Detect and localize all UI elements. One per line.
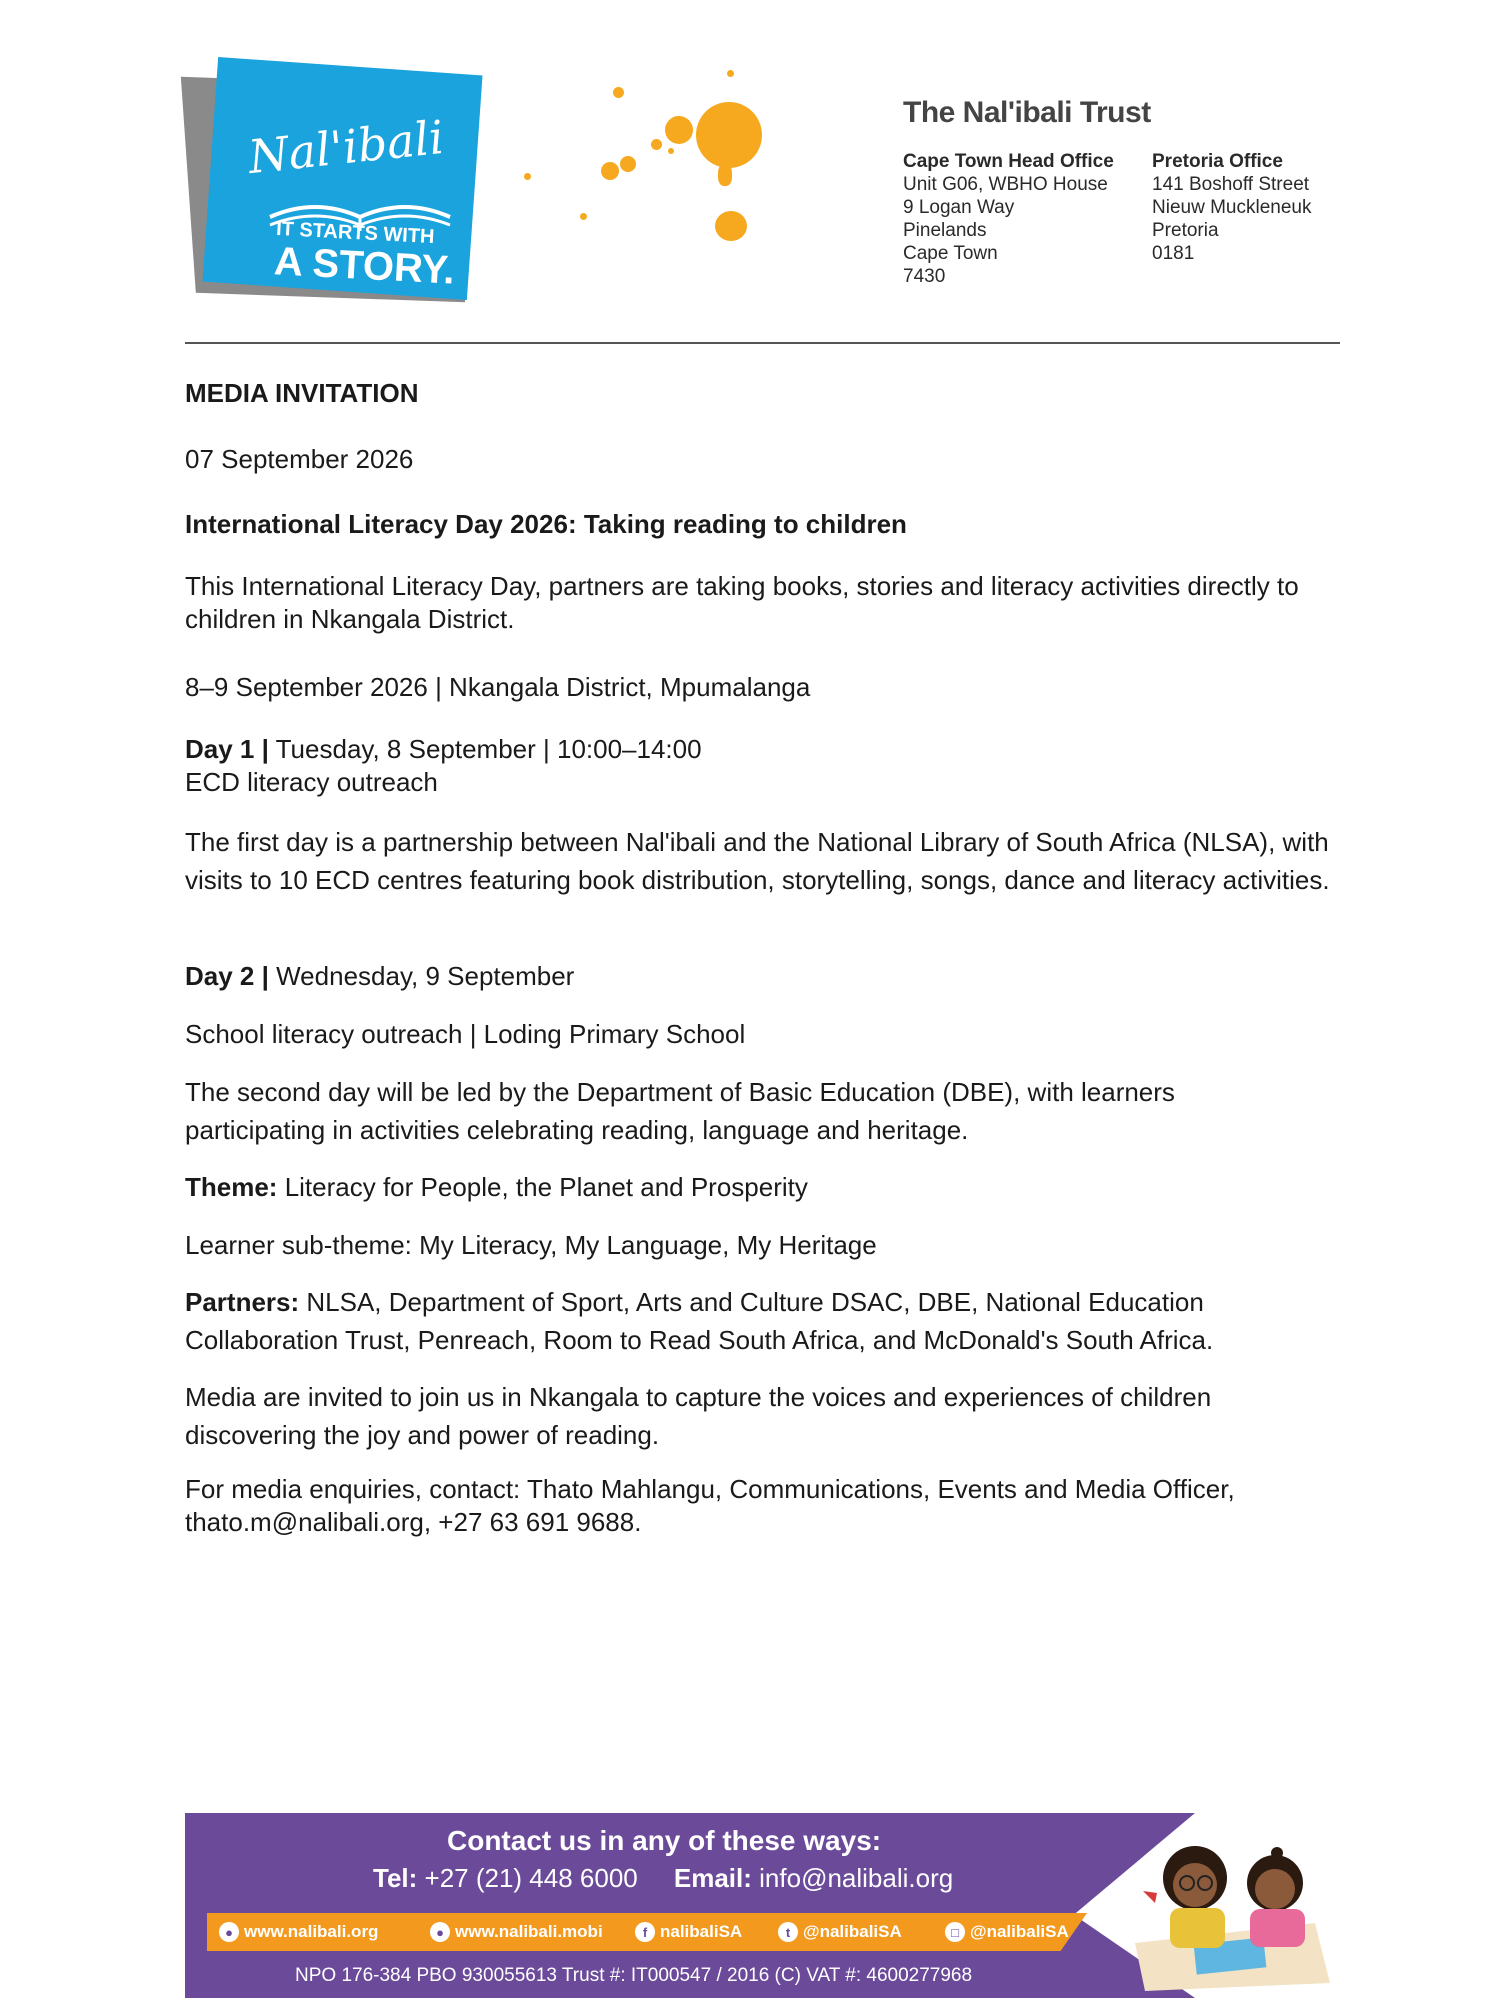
cape-town-office xyxy=(903,150,1114,288)
header-divider xyxy=(185,342,1340,344)
link-twitter[interactable]: t @nalibaliSA xyxy=(778,1919,902,1945)
day2-label: Day 2 | xyxy=(185,961,269,991)
mobile-icon: ● xyxy=(430,1922,450,1942)
link-instagram[interactable]: □ @nalibaliSA xyxy=(945,1919,1069,1945)
logo-tagline-top: IT STARTS WITH xyxy=(275,217,435,249)
day2-subtitle: School literacy outreach | Loding Primary School xyxy=(185,1019,746,1049)
logo-script: Nal'ibali xyxy=(245,109,447,185)
headline: International Literacy Day 2026: Taking reading to children xyxy=(185,509,907,539)
document-label: MEDIA INVITATION xyxy=(185,378,419,408)
children-reading-illustration xyxy=(1125,1823,1335,1993)
cape-town-office-heading: Cape Town Head Office xyxy=(903,151,1114,172)
globe-icon: ● xyxy=(219,1922,239,1942)
address-line: 0181 xyxy=(1152,243,1195,264)
address-line: 9 Logan Way xyxy=(903,197,1015,218)
address-line: Unit G06, WBHO House xyxy=(903,174,1108,195)
trust-name: The Nal'ibali Trust xyxy=(903,96,1151,129)
day1-subtitle: ECD literacy outreach xyxy=(185,767,438,797)
link-mobi[interactable]: ● www.nalibali.mobi xyxy=(430,1919,603,1945)
day1-description: The first day is a partnership between Nal'ibali and the National Library of South Africa (NLSA), with visits to 10 ECD centres featuring book distribution, storytelling, songs, dance and literacy activities. xyxy=(185,827,1330,895)
registration-numbers: NPO 176-384 PBO 930055613 Trust #: IT000547 / 2016 (C) VAT #: 4600277968 xyxy=(295,1965,973,1986)
partners-line xyxy=(185,1283,1335,1359)
theme-label: Theme: xyxy=(185,1172,278,1202)
day1-detail: Tuesday, 8 September | 10:00–14:00 xyxy=(268,734,702,764)
address-line: 7430 xyxy=(903,266,946,287)
document-date: 07 September 2026 xyxy=(185,444,414,474)
day1-label: Day 1 | xyxy=(185,734,269,764)
logo-tagline-bottom: A STORY. xyxy=(272,239,456,293)
intro-paragraph: This International Literacy Day, partners are taking books, stories and literacy activities directly to children in Nkangala District. xyxy=(185,571,1299,634)
address-line: Pretoria xyxy=(1152,220,1219,241)
contact-paragraph: For media enquiries, contact: Thato Mahlangu, Communications, Events and Media Officer, thato.m@nalibali.org, +27 63 691 9688. xyxy=(185,1474,1235,1537)
contact-footer xyxy=(185,1813,1340,1998)
partners-text: NLSA, Department of Sport, Arts and Culture DSAC, DBE, National Education Collaboration Trust, Penreach, Room to Read South Africa, and McDonald's South Africa. xyxy=(185,1287,1214,1355)
nalibali-logo xyxy=(180,62,500,332)
day2-description: The second day will be led by the Department of Basic Education (DBE), with learners participating in activities celebrating reading, language and heritage. xyxy=(185,1077,1175,1145)
address-line: Nieuw Muckleneuk xyxy=(1152,197,1312,218)
theme-line xyxy=(185,1168,1345,1206)
footer-title: Contact us in any of these ways: xyxy=(447,1825,882,1856)
event-dates-location: 8–9 September 2026 | Nkangala District, Mpumalanga xyxy=(185,672,811,702)
sub-theme-line: Learner sub-theme: My Literacy, My Language, My Heritage xyxy=(185,1230,877,1260)
email-label: Email: xyxy=(673,1863,752,1893)
day1-block xyxy=(185,733,1345,799)
theme-text: Literacy for People, the Planet and Prosperity xyxy=(277,1172,808,1202)
day2-heading xyxy=(185,957,1345,995)
link-facebook[interactable]: f nalibaliSA xyxy=(635,1919,742,1945)
pretoria-office xyxy=(1152,150,1311,265)
address-line: 141 Boshoff Street xyxy=(1152,174,1310,195)
twitter-icon: t xyxy=(778,1922,798,1942)
pretoria-office-heading: Pretoria Office xyxy=(1152,151,1283,172)
instagram-icon: □ xyxy=(945,1922,965,1942)
link-website[interactable]: ● www.nalibali.org xyxy=(219,1919,378,1945)
address-line: Pinelands xyxy=(903,220,987,241)
facebook-icon: f xyxy=(635,1922,655,1942)
tel-label: Tel: xyxy=(373,1863,418,1893)
tel-value[interactable]: +27 (21) 448 6000 xyxy=(417,1863,638,1893)
address-line: Cape Town xyxy=(903,243,998,264)
day2-detail: Wednesday, 9 September xyxy=(268,961,575,991)
email-value[interactable]: info@nalibali.org xyxy=(751,1863,954,1893)
footer-contact-line xyxy=(373,1863,953,1894)
invite-paragraph: Media are invited to join us in Nkangala to capture the voices and experiences of children discovering the joy and power of reading. xyxy=(185,1382,1212,1450)
partners-label: Partners: xyxy=(185,1287,300,1317)
